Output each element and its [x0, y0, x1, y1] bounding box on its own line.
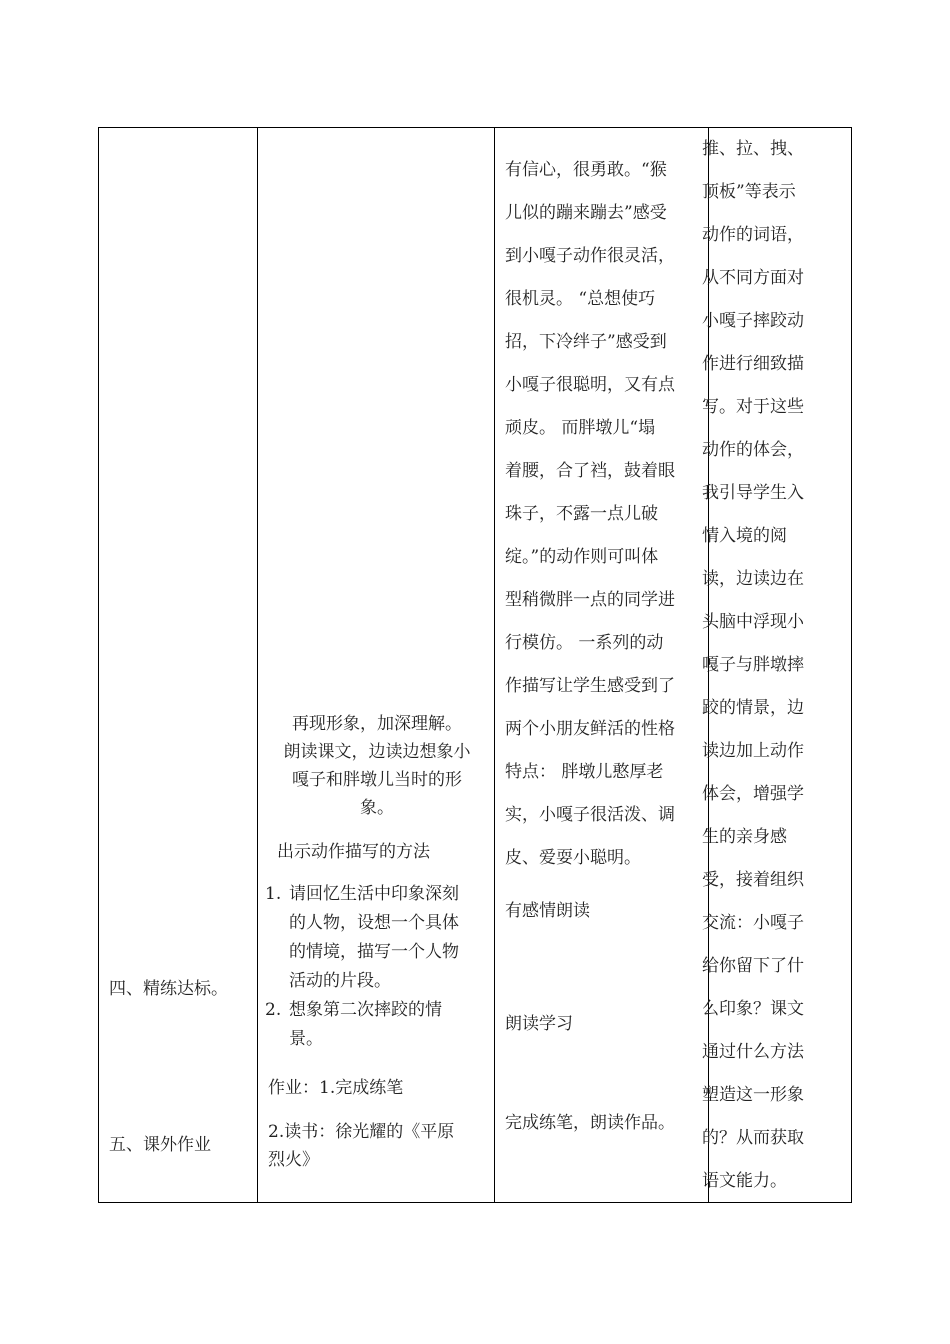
teacher-activity-cell [259, 710, 495, 1174]
text-line: 顽皮。 而胖墩儿“塌 [505, 418, 656, 438]
step-five-label: 五、课外作业 [109, 1135, 211, 1155]
list-number: 1. [265, 884, 282, 904]
list-text: 的情境，描写一个人物 [289, 942, 459, 962]
read-study-text: 朗读学习 [505, 1014, 573, 1034]
text-line: 从不同方面对 [702, 268, 804, 288]
list-text: 景。 [289, 1029, 323, 1049]
text-line: 情入境的阅 [702, 526, 787, 546]
text-line: 我引导学生入 [702, 483, 804, 503]
exercise-list [259, 880, 495, 1054]
text-line: 嘎子与胖墩摔 [702, 655, 804, 675]
lesson-plan-table [98, 127, 852, 1203]
text-line: 到小嘎子动作很灵活， [505, 246, 675, 266]
homework-line: 2.读书：徐光耀的《平原 [268, 1122, 455, 1142]
list-text: 的人物，设想一个具体 [289, 913, 459, 933]
text-line: 动作的词语， [702, 225, 804, 245]
text-line: 顶板”等表示 [702, 182, 796, 202]
text-line: 着腰，合了裆，鼓着眼 [505, 461, 675, 481]
text-line: 珠子，不露一点儿破 [505, 504, 658, 524]
text-line: 型稍微胖一点的同学进 [505, 590, 675, 610]
finish-text: 完成练笔，朗读作品。 [505, 1113, 675, 1133]
design-intent-cell [702, 128, 842, 1203]
text-line: 儿似的蹦来蹦去”感受 [505, 203, 667, 223]
text-line: 推、拉、拽、 [702, 139, 804, 159]
activity-heading: 再现形象，加深理解。 [292, 714, 462, 734]
step-four-label: 四、精练达标。 [109, 979, 228, 999]
read-emotion-text: 有感情朗读 [505, 901, 590, 921]
text-line: 特点： 胖墩儿憨厚老 [505, 762, 664, 782]
text-line: 写。对于这些 [702, 397, 804, 417]
text-line: 语文能力。 [702, 1171, 787, 1191]
text-line: 小嘎子摔跤动 [702, 311, 804, 331]
text-line: 皮、爱耍小聪明。 [505, 848, 641, 868]
text-line: 作描写让学生感受到了 [505, 676, 675, 696]
text-line: 作进行细致描 [702, 354, 804, 374]
text-line: 动作的体会， [702, 440, 804, 460]
text-line: 实，小嘎子很活泼、调 [505, 805, 675, 825]
text-line: 受，接着组织 [702, 870, 804, 890]
text-line: 有信心，很勇敢。“猴 [505, 160, 667, 180]
text-line: 跤的情景，边 [702, 698, 804, 718]
student-activity-cell [505, 149, 705, 1133]
text-line: 么印象？课文 [702, 999, 804, 1019]
column-divider [257, 128, 258, 1202]
text-line: 读边加上动作 [702, 741, 804, 761]
homework-line: 作业：1.完成练笔 [268, 1078, 404, 1098]
activity-text: 象。 [360, 798, 394, 818]
text-line: 通过什么方法 [702, 1042, 804, 1062]
text-line: 头脑中浮现小 [702, 612, 804, 632]
list-text: 想象第二次摔跤的情 [289, 1000, 442, 1020]
text-line: 绽。”的动作则可叫体 [505, 547, 659, 567]
activity-text: 朗读课文，边读边想象小 [283, 742, 471, 762]
list-text: 请回忆生活中印象深刻 [289, 884, 459, 904]
text-line: 体会，增强学 [702, 784, 804, 804]
text-line: 读，边读边在 [702, 569, 804, 589]
method-heading: 出示动作描写的方法 [277, 842, 430, 862]
text-line: 生的亲身感 [702, 827, 787, 847]
text-line: 塑造这一形象 [702, 1085, 804, 1105]
text-line: 的？从而获取 [702, 1128, 804, 1148]
text-line: 给你留下了什 [702, 956, 804, 976]
text-line: 行模仿。 一系列的动 [505, 633, 664, 653]
list-text: 活动的片段。 [289, 971, 391, 991]
text-line: 小嘎子很聪明，又有点 [505, 375, 675, 395]
list-item [259, 880, 495, 996]
list-item [259, 996, 495, 1054]
text-line: 很机灵。 “总想使巧 [505, 289, 656, 309]
text-line: 交流：小嘎子 [702, 913, 804, 933]
text-line: 招，下冷绊子”感受到 [505, 332, 667, 352]
list-number: 2. [265, 1000, 282, 1020]
activity-text: 嘎子和胖墩儿当时的形 [292, 770, 462, 790]
homework-line: 烈火》 [268, 1150, 319, 1170]
text-line: 两个小朋友鲜活的性格 [505, 719, 675, 739]
